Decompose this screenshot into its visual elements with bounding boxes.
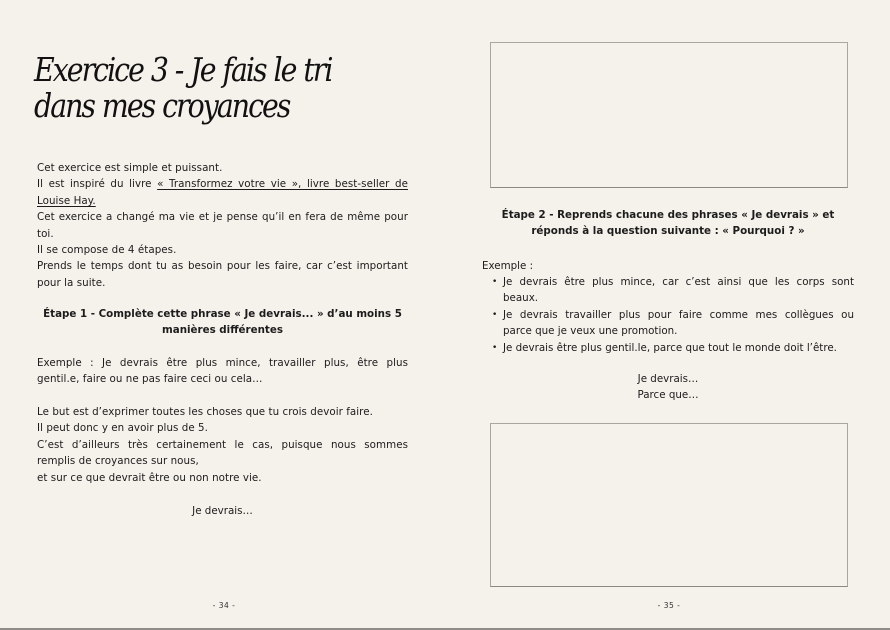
intro-line: pour la suite. <box>37 276 106 289</box>
intro-line: Prends le temps dont tu as besoin pour les faire, car c’est important <box>37 260 408 273</box>
prompt-line-1: Je devrais… <box>637 373 699 385</box>
intro-line: Cet exercice a changé ma vie et je pense qu’il en fera de même pour <box>37 211 408 224</box>
list-item <box>490 274 854 307</box>
book-author-link[interactable]: Louise Hay. <box>37 194 96 207</box>
example-list <box>490 274 854 356</box>
book-reference-link[interactable]: « Transformez votre vie », livre best-seller de <box>157 178 408 191</box>
intro-line: toi. <box>37 227 54 240</box>
title-line-1: Exercice 3 - Je fais le tri <box>34 50 332 89</box>
intro-line: Cet exercice est simple et puissant. <box>37 162 223 174</box>
example-line: gentil.e, faire ou ne pas faire ceci ou cela… <box>37 373 263 386</box>
list-item-line: parce que je veux une promotion. <box>503 325 678 338</box>
title-line-2: dans mes croyances <box>34 86 290 125</box>
page-number-right: - 35 - <box>657 601 681 610</box>
step-1-prompt: Je devrais… <box>192 505 253 517</box>
left-page <box>0 0 445 628</box>
list-item-line: Je devrais être plus mince, car c’est ainsi que les corps sont <box>503 276 854 288</box>
goal-line: Le but est d’exprimer toutes les choses que tu crois devoir faire. <box>37 406 373 418</box>
example-line: Exemple : Je devrais être plus mince, travailler plus, être plus <box>37 357 408 369</box>
page-number-left: - 34 - <box>212 601 236 610</box>
step-2-heading-line-1: Étape 2 - Reprends chacune des phrases « Je devrais » et <box>501 209 835 221</box>
step-2-heading-line-2: réponds à la question suivante : « Pourquoi ? » <box>531 225 805 238</box>
step-1-heading-line-1: Étape 1 - Complète cette phrase « Je devrais... » d’au moins 5 <box>43 308 402 320</box>
bullet-icon: • <box>492 277 498 287</box>
intro-line-prefix: Il est inspiré du livre <box>37 178 158 191</box>
intro-line-book <box>37 176 408 192</box>
goal-paragraph <box>37 404 408 486</box>
intro-line: Il se compose de 4 étapes. <box>37 244 177 257</box>
list-item <box>490 307 854 340</box>
step-1-heading-line-2: manières différentes <box>162 324 283 337</box>
goal-line: Il peut donc y en avoir plus de 5. <box>37 422 208 435</box>
intro-paragraph <box>37 160 408 291</box>
goal-line: remplis de croyances sur nous, <box>37 455 199 468</box>
bullet-icon: • <box>492 309 498 320</box>
list-item-line: Je devrais travailler plus pour faire comme mes collègues ou <box>503 308 854 321</box>
goal-line: et sur ce que devrait être ou non notre vie. <box>37 471 262 484</box>
example-label: Exemple : <box>482 260 534 272</box>
prompt-line-2: Parce que… <box>637 389 699 402</box>
step-2-prompt <box>482 371 854 404</box>
answer-box-step-1[interactable] <box>490 42 848 188</box>
answer-box-step-2[interactable] <box>490 423 848 587</box>
list-item-line: Je devrais être plus gentil.le, parce que tout le monde doit l’être. <box>503 341 837 354</box>
exercise-title <box>34 50 332 125</box>
goal-line: C’est d’ailleurs très certainement le cas, puisque nous sommes <box>37 438 408 451</box>
step-2-heading <box>482 207 854 240</box>
list-item <box>490 340 854 356</box>
step-1-example <box>37 355 408 388</box>
list-item-line: beaux. <box>503 292 539 305</box>
bullet-icon: • <box>492 342 498 353</box>
step-1-heading <box>37 306 408 339</box>
